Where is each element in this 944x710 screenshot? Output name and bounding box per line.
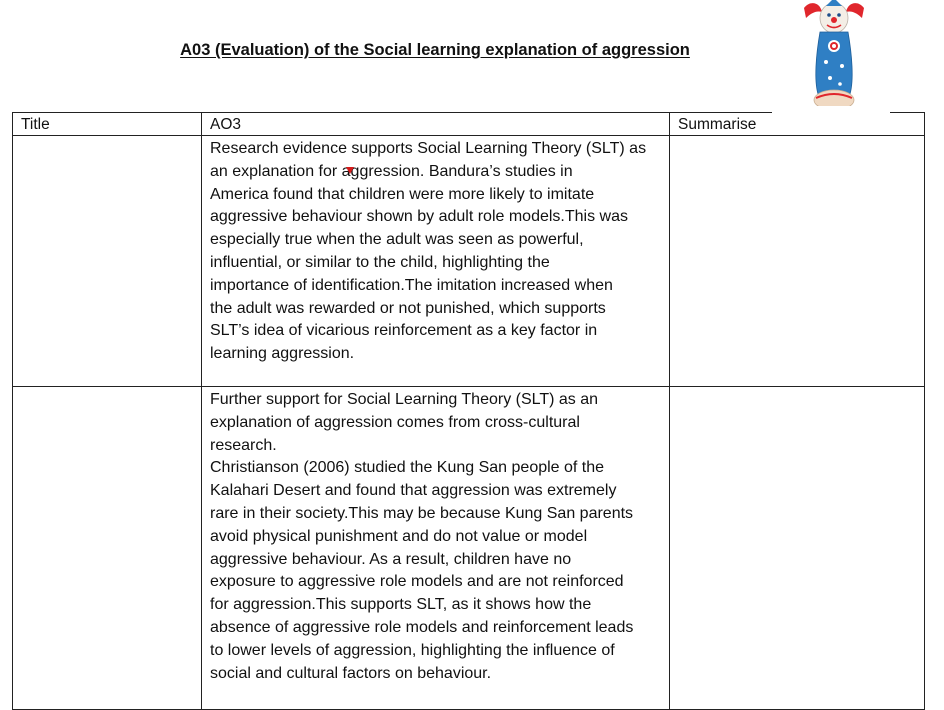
cursor-marker-icon	[346, 167, 354, 174]
ao3-cell: Research evidence supports Social Learning Theory (SLT) as an explanation for aggression. Bandura’s studies in America found that children were more likely to imitate aggressive behaviour shown by adult role models.This was especially true when the adult was seen as powerful, influential, or similar to the child, highlighting the importance of identification.The imitation increased when the adult was rewarded or not punished, which supports SLT’s idea of vicarious reinforcement as a key factor in learning aggression.	[202, 136, 670, 387]
header-ao3: AO3	[202, 113, 670, 136]
summarise-cell[interactable]	[670, 387, 925, 710]
title-cell[interactable]	[13, 387, 202, 710]
summarise-cell[interactable]	[670, 136, 925, 387]
bobo-doll-icon	[800, 0, 868, 112]
evaluation-table	[12, 112, 925, 710]
ao3-cell: Further support for Social Learning Theory (SLT) as an explanation of aggression comes from cross-cultural research. Christianson (2006) studied the Kung San people of the Kalahari Desert and found that aggression was extremely rare in their society.This may be because Kung San parents avoid physical punishment and do not value or model aggressive behaviour. As a result, children have no exposure to aggressive role models and are not reinforced for aggression.This supports SLT, as it shows how the absence of aggressive role models and reinforcement leads to lower levels of aggression, highlighting the influence of social and cultural factors on behaviour.	[202, 387, 670, 710]
header-title: Title	[13, 113, 202, 136]
table-row	[13, 387, 925, 710]
document-title: A03 (Evaluation) of the Social learning explanation of aggression	[180, 41, 690, 59]
border-gap	[772, 106, 890, 115]
header-row	[13, 113, 925, 136]
title-cell[interactable]	[13, 136, 202, 387]
header-summarise: Summarise	[670, 113, 925, 136]
table-row	[13, 136, 925, 387]
